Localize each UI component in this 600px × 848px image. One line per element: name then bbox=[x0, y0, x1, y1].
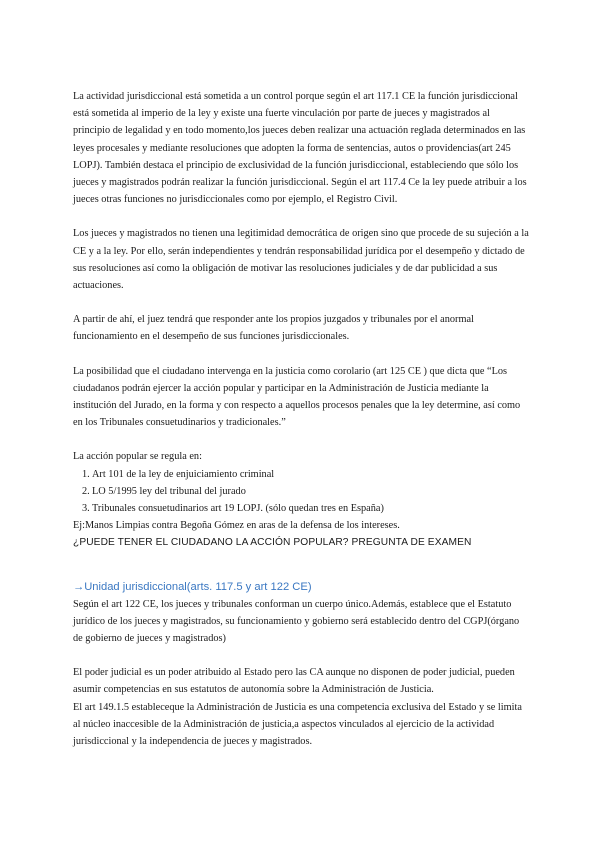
paragraph-art-149: El art 149.1.5 estableceque la Administración de Justicia es una competencia exclusiva del Estado y se limita al núcleo inaccesible de la Administración de justicia,a aspectos vinculados al ejercicio de la actividad jurisdiccional y la independencia de jueces y magistrados. bbox=[73, 701, 522, 748]
regulation-list bbox=[73, 466, 529, 518]
section-heading-unidad: →Unidad jurisdiccional(arts. 117.5 y art 122 CE) bbox=[73, 580, 312, 593]
list-item: 3. Tribunales consuetudinarios art 19 LOPJ. (sólo quedan tres en España) bbox=[82, 503, 384, 515]
list-intro: La acción popular se regula en: bbox=[73, 451, 202, 463]
list-item: 1. Art 101 de la ley de enjuiciamiento criminal bbox=[82, 468, 275, 480]
paragraph-responsabilidad: A partir de ahí, el juez tendrá que responder ante los propios juzgados y tribunales por el anormal funcionamiento en el desempeño de sus funciones jurisdiccionales. bbox=[73, 314, 474, 343]
example-line: Ej:Manos Limpias contra Begoña Gómez en aras de la defensa de los intereses. bbox=[73, 520, 400, 532]
paragraph-accion-popular: La posibilidad que el ciudadano intervenga en la justicia como corolario (art 125 CE ) que dicta que “Los ciudadanos podrán ejercer la acción popular y participar en la Administración de Justicia mediante la institución del Jurado, en la forma y con respecto a aquellos procesos penales que la ley determine, así como en los Tribunales consuetudinarios y tradicionales.” bbox=[73, 365, 521, 429]
paragraph-legitimidad: Los jueces y magistrados no tienen una legitimidad democrática de origen sino que procede de su sujeción a la CE y a la ley. Por ello, serán independientes y tendrán responsabilidad jurídica por el desempeño y dictado de sus resoluciones así como la obligación de motivar las resoluciones judiciales y de dar publicidad a sus actuaciones. bbox=[73, 228, 529, 292]
paragraph-control-jurisdiccional: La actividad jurisdiccional está sometida a un control porque según el art 117.1 CE la función jurisdiccional está sometida al imperio de la ley y existe una fuerte vinculación por parte de jueces y magistrados al principio de legalidad y en todo momento,los jueces deben realizar una actuación reglada determinados en las leyes procesales y mediante resoluciones que adopten la forma de sentencias, autos o providencias(art 245 LOPJ). También destaca el principio de exclusividad de la función jurisdiccional, estableciendo que sólo los jueces y magistrados podrán realizar la función jurisdiccional. Según el art 117.4 Ce la ley puede atribuir a los jueces otras funciones no jurisdiccionales como por ejemplo, el Registro Civil. bbox=[73, 91, 527, 206]
exam-question: ¿PUEDE TENER EL CIUDADANO LA ACCIÓN POPULAR? PREGUNTA DE EXAMEN bbox=[73, 537, 472, 549]
paragraph-poder-judicial: El poder judicial es un poder atribuido al Estado pero las CA aunque no disponen de poder judicial, pueden asumir competencias en sus estatutos de autonomía sobre la Administración de Justicia. bbox=[73, 667, 515, 696]
list-item: 2. LO 5/1995 ley del tribunal del jurado bbox=[82, 485, 246, 497]
document-body bbox=[73, 88, 529, 750]
paragraph-cuerpo-unico: Según el art 122 CE, los jueces y tribunales conforman un cuerpo único.Además, establece que el Estatuto jurídico de los jueces y magistrados, su funcionamiento y gobierno será establecido dentro del CGPJ(órgano de gobierno de jueces y magistrados) bbox=[73, 598, 520, 645]
